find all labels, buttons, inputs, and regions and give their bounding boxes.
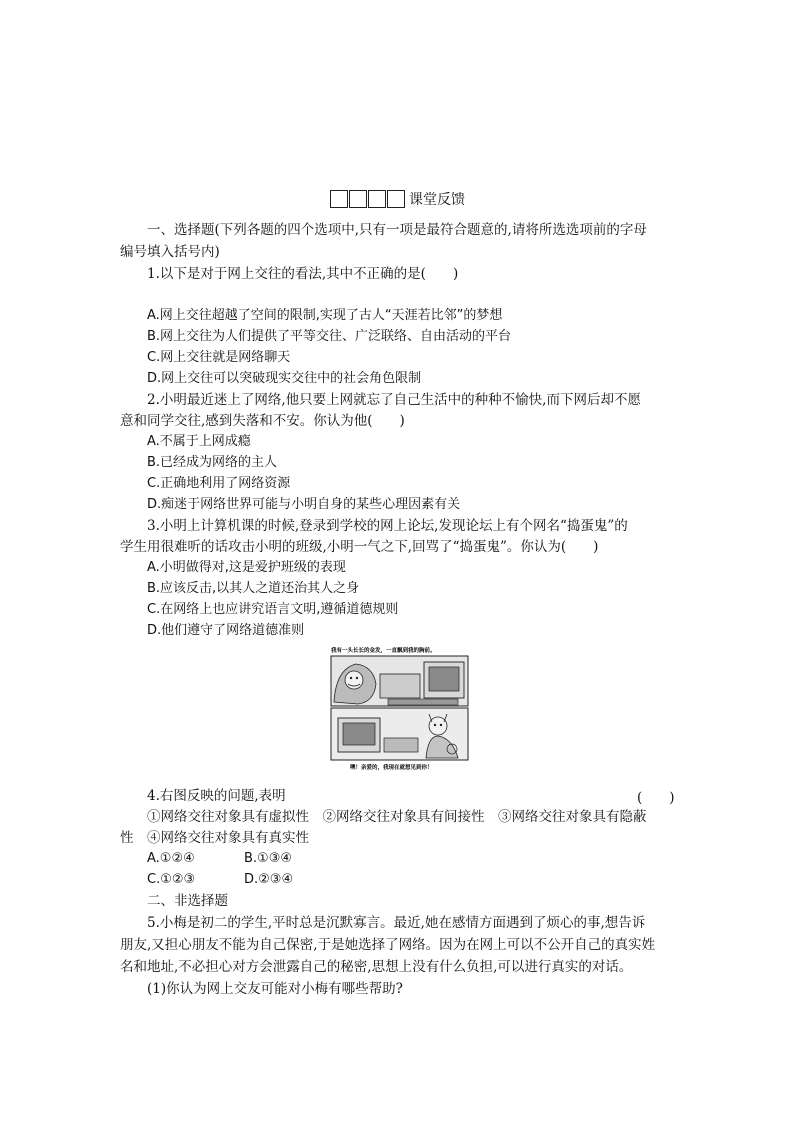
q1-option-b: B.网上交往为人们提供了平等交往、广泛联络、自由活动的平台	[147, 329, 512, 344]
q3-stem-line1: 3.小明上计算机课的时候,登录到学校的网上论坛,发现论坛上有个网名“捣蛋鬼”的	[147, 518, 628, 534]
section-title-text: 课堂反馈	[409, 192, 465, 208]
q4-option-c: C.①②③	[147, 872, 196, 887]
q4-option-b: B.①③④	[244, 851, 293, 866]
title-box-4	[387, 190, 405, 208]
q3-stem-line2: 学生用很难听的话攻击小明的班级,小明一气之下,回骂了“捣蛋鬼”。你认为( )	[120, 539, 599, 555]
q4-option-a: A.①②④	[147, 851, 195, 866]
title-box-1	[330, 190, 348, 208]
q1-option-c: C.网上交往就是网络聊天	[147, 350, 291, 365]
q2-option-d: D.痴迷于网络世界可能与小明自身的某些心理因素有关	[147, 497, 461, 512]
q1-option-d: D.网上交往可以突破现实交往中的社会角色限制	[147, 371, 422, 386]
cartoon-caption-bottom: 噢！亲爱的，我现在就想见到你！	[350, 765, 433, 771]
q2-stem-line2: 意和同学交往,感到失落和不安。你认为他( )	[120, 413, 405, 429]
q2-stem-line1: 2.小明最近迷上了网络,他只要上网就忘了自己生活中的种种不愉快,而下网后却不愿	[147, 392, 641, 408]
q4-answer-paren: ( )	[637, 790, 675, 806]
cartoon-image	[328, 644, 471, 772]
q2-option-c: C.正确地利用了网络资源	[147, 476, 291, 491]
q2-option-a: A.不属于上网成瘾	[147, 434, 251, 449]
part1-heading-line2: 编号填入括号内)	[120, 244, 220, 260]
q1-stem: 1.以下是对于网上交往的看法,其中不正确的是( )	[147, 266, 459, 282]
q5-stem-line3: 名和地址,不必担心对方会泄露自己的秘密,思想上没有什么负担,可以进行真实的对话。	[120, 959, 633, 975]
q3-option-c: C.在网络上也应讲究语言文明,遵循道德规则	[147, 602, 399, 617]
q2-option-b: B.已经成为网络的主人	[147, 455, 278, 470]
q5-subquestion-1: (1)你认为网上交友可能对小梅有哪些帮助?	[147, 981, 403, 997]
q3-option-d: D.他们遵守了网络道德准则	[147, 623, 305, 638]
q4-stem: 4.右图反映的问题,表明	[147, 788, 286, 804]
q1-option-a: A.网上交往超越了空间的限制,实现了古人“天涯若比邻”的梦想	[147, 308, 503, 323]
q3-option-a: A.小明做得对,这是爱护班级的表现	[147, 560, 346, 575]
q4-statements-line1: ①网络交往对象具有虚拟性 ②网络交往对象具有间接性 ③网络交往对象具有隐蔽	[147, 809, 647, 825]
q3-option-b: B.应该反击,以其人之道还治其人之身	[147, 581, 360, 596]
section-title	[330, 188, 465, 210]
cartoon-caption-top: 我有一头长长的金发，一直飘到我的胸前。	[331, 648, 436, 654]
part2-heading: 二、非选择题	[147, 893, 228, 909]
q4-statements-line2: 性 ④网络交往对象具有真实性	[120, 830, 309, 846]
title-box-2	[349, 190, 367, 208]
q5-stem-line2: 朋友,又担心朋友不能为自己保密,于是她选择了网络。因为在网上可以不公开自己的真实姓	[120, 937, 656, 953]
q5-stem-line1: 5.小梅是初二的学生,平时总是沉默寡言。最近,她在感情方面遇到了烦心的事,想告诉	[147, 915, 646, 931]
title-box-3	[368, 190, 386, 208]
part1-heading-line1: 一、选择题(下列各题的四个选项中,只有一项是最符合题意的,请将所选选项前的字母	[147, 222, 647, 238]
q4-option-d: D.②③④	[244, 872, 294, 887]
